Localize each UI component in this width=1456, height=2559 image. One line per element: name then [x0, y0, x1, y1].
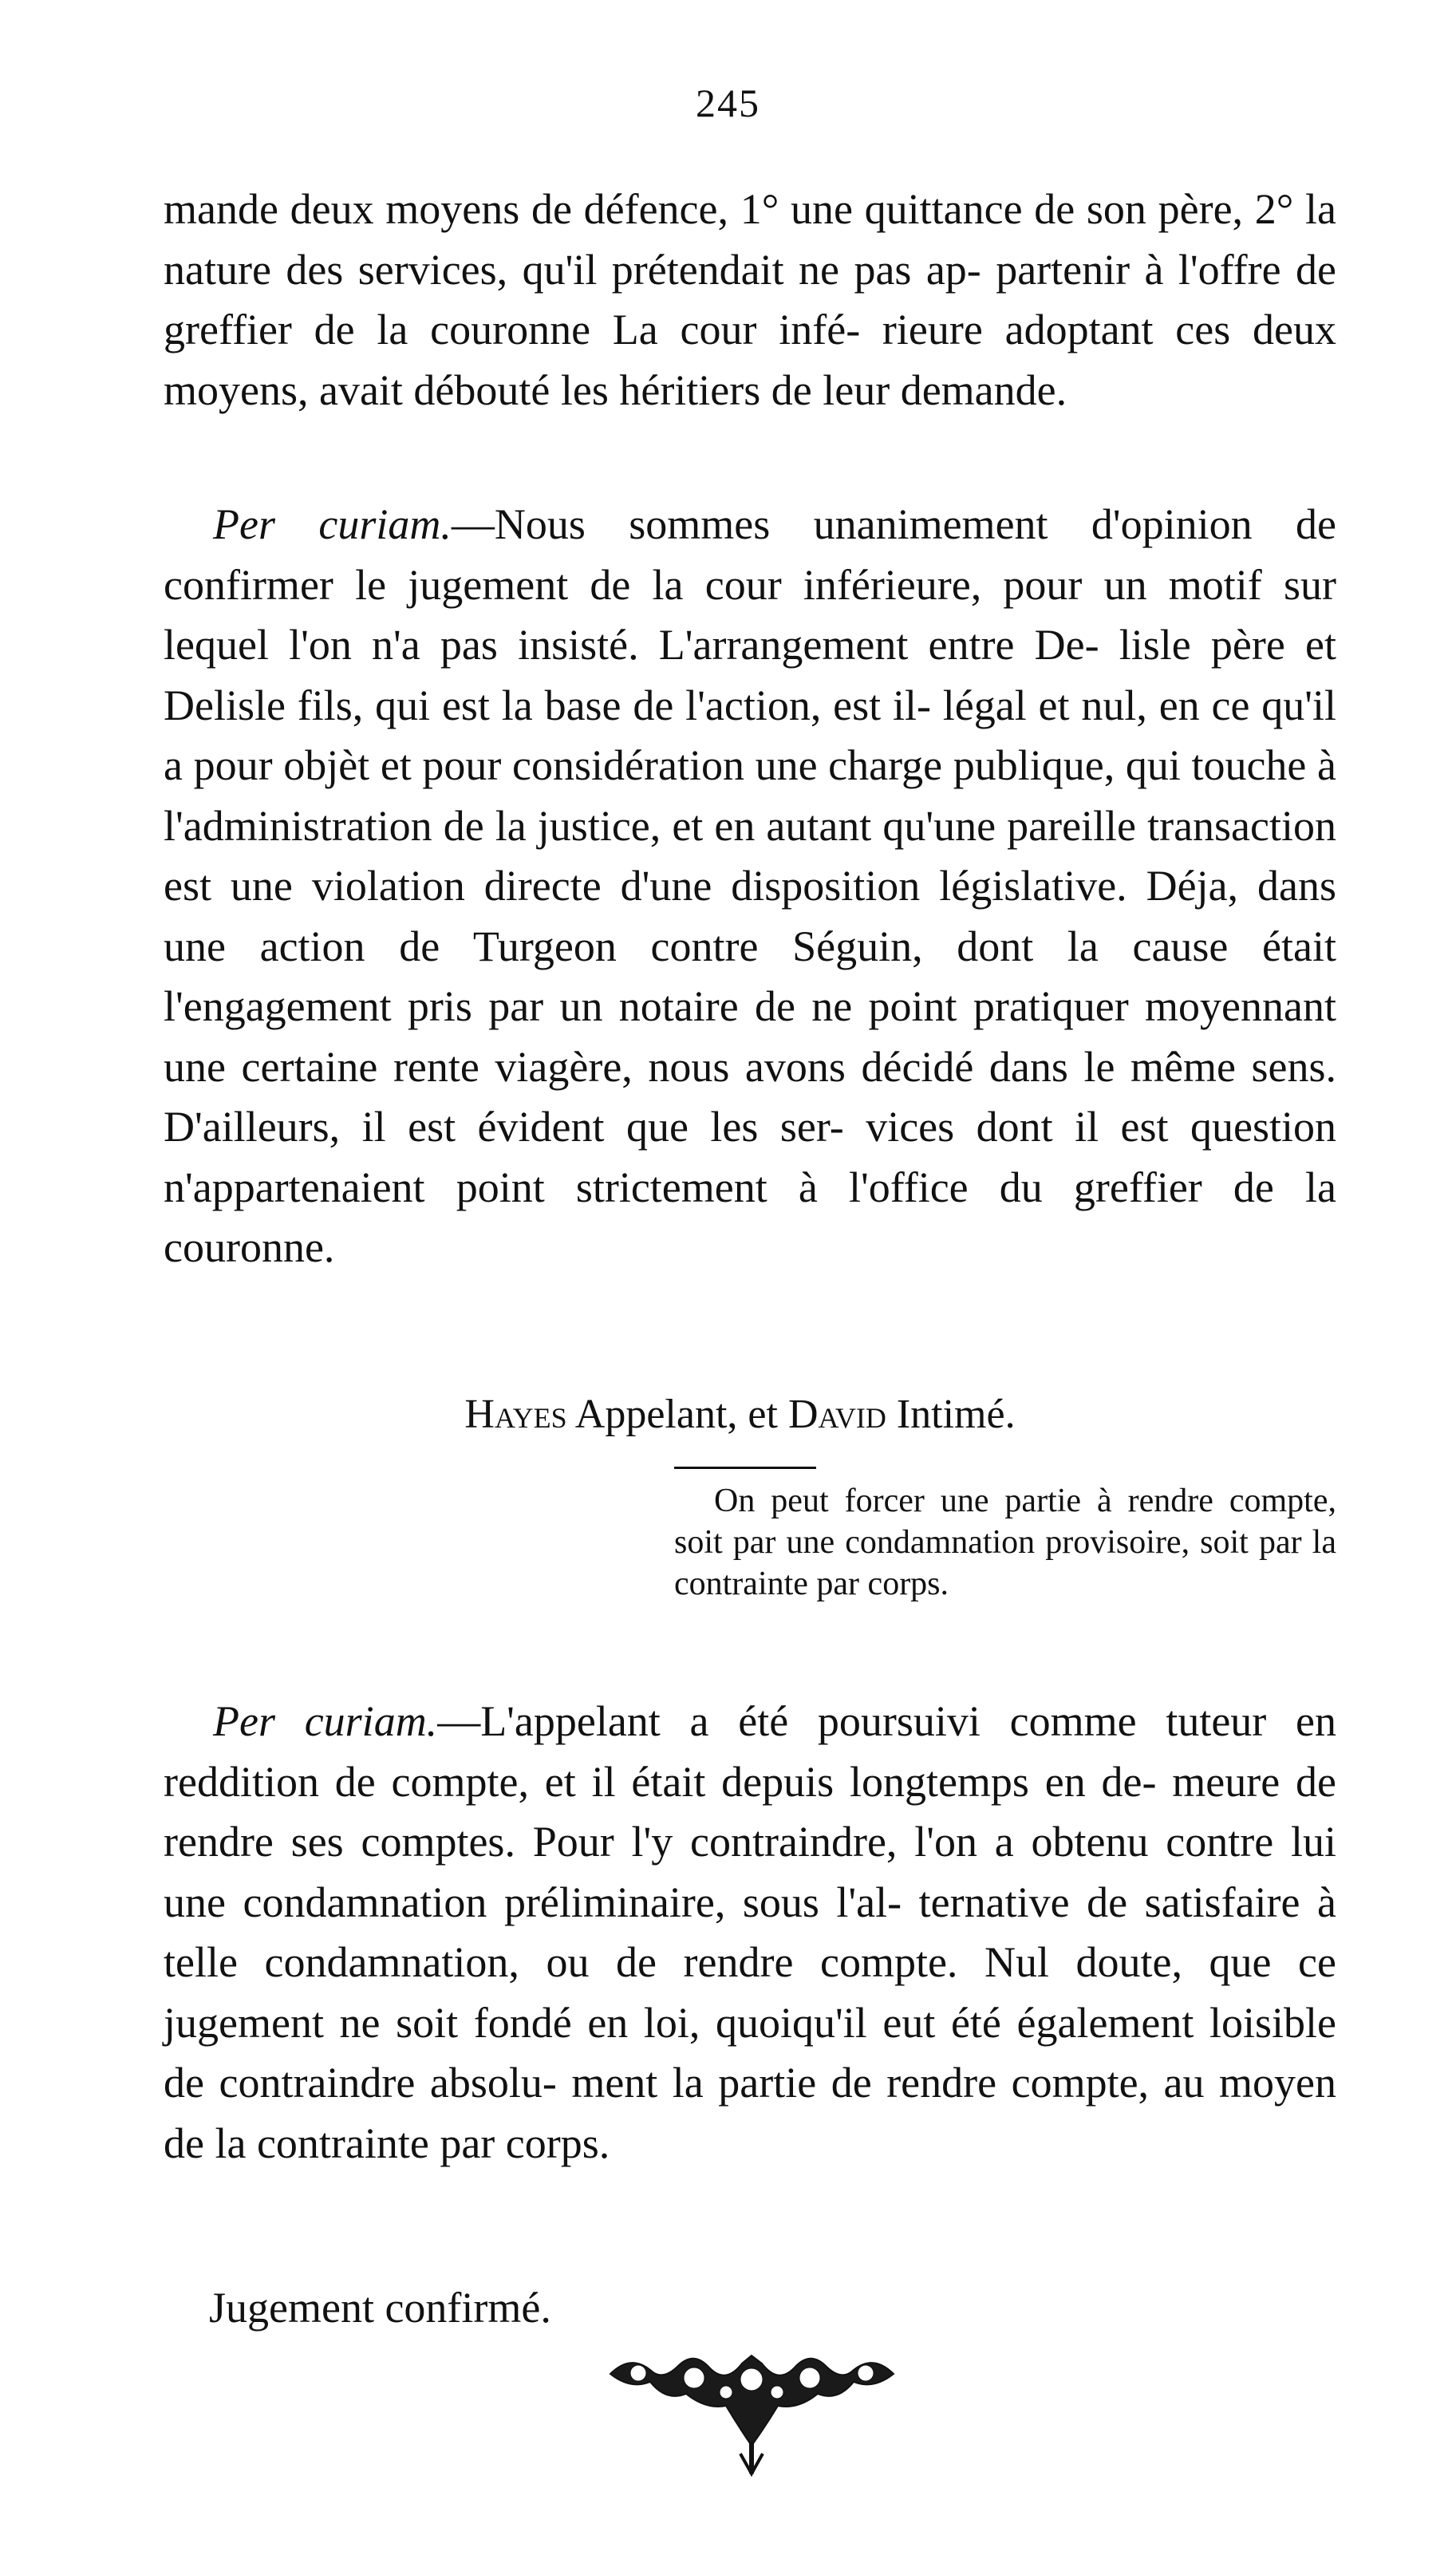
- respondent-role: Intimé.: [896, 1392, 1016, 1437]
- per-curiam-label-1: Per curiam.: [213, 500, 452, 548]
- opinion-block-2: [164, 1692, 1336, 2174]
- section-rule: [674, 1467, 816, 1469]
- appellant-name: Hayes: [464, 1392, 567, 1437]
- opinion-text-2: —L'appelant a été poursuivi comme tuteur en reddition de compte, et il était depuis longtemps en de- meure de rendre ses comptes. Pour l'y contraindre, l'on a obtenu contre lui une condamnation préliminaire, sous l'al- ternative de satisfaire à telle condamnation, ou de rendre compte. Nul doute, que ce jugement ne soit fondé en loi, quoiqu'il eut été également loisible de contraindre absolu- ment la partie de rendre compte, au moyen de la contrainte par corps.: [164, 1697, 1336, 2167]
- paragraph-continuation: mande deux moyens de défence, 1° une quittance de son père, 2° la nature des services, qu'il prétendait ne pas ap- partenir à l'offre de greffier de la couronne La cour infé- rieure adoptant ces deux moyens, avait débouté les héritiers de leur demande.: [164, 185, 1336, 414]
- headnote: On peut forcer une partie à rendre compte, soit par une condamnation provisoire, soit par la contrainte par corps.: [674, 1483, 1336, 1602]
- case-title: [0, 1387, 1456, 1443]
- appellant-role: Appelant, et: [574, 1392, 778, 1437]
- respondent-name: David: [787, 1392, 886, 1437]
- opinion-block-1: [164, 495, 1336, 1278]
- opinion-paragraph-2: [164, 1692, 1336, 2174]
- page-number: 245: [696, 81, 760, 125]
- verdict: Jugement confirmé.: [209, 2284, 551, 2332]
- per-curiam-label-2: Per curiam.: [213, 1697, 438, 1745]
- opinion-paragraph-1: [164, 495, 1336, 1278]
- opinion-text-1: —Nous sommes unanimement d'opinion de confirmer le jugement de la cour inférieure, pour un motif sur lequel l'on n'a pas insisté. L'arrangement entre De- lisle père et Delisle fils, qui est la base de l'action, est il- légal et nul, en ce qu'il a pour objèt et pour considération une charge publique, qui touche à l'administration de la justice, et en autant qu'une pareille transaction est une violation directe d'une disposition législative. Déja, dans une action de Turgeon contre Séguin, dont la cause était l'engagement pris par un notaire de ne point pratiquer moyennant une certaine rente viagère, nous avons décidé dans le même sens. D'ailleurs, il est évident que les ser- vices dont il est question n'appartenaient point strictement à l'office du greffier de la couronne.: [164, 500, 1337, 1271]
- paragraph-continuation-block: [164, 180, 1336, 421]
- tailpiece-ornament-icon: [606, 2346, 898, 2478]
